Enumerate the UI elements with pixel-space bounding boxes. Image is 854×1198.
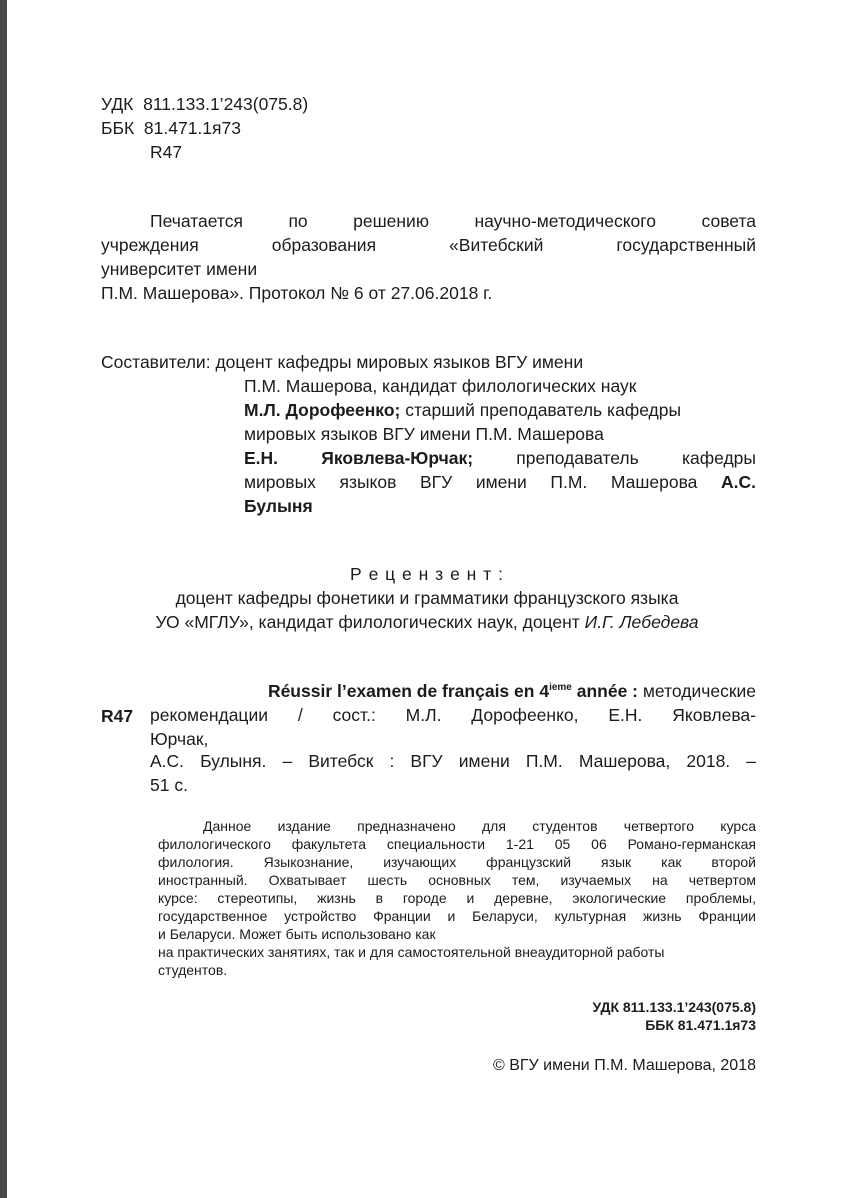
book-title: Réussir l’examen de français en 4ieme année : bbox=[267, 681, 639, 701]
udk-label: УДК bbox=[101, 94, 134, 114]
copyright-line: © ВГУ имени П.М. Машерова, 2018 bbox=[492, 1057, 756, 1074]
biblio-line-5: 51 с. bbox=[150, 775, 188, 795]
udk-value: 811.133.1’243(075.8) bbox=[143, 94, 309, 114]
reviewer-heading: Р е ц е н з е н т : bbox=[350, 564, 504, 584]
annotation-line-3: филология. Языкознание, изучающих французский язык как второй bbox=[158, 854, 756, 870]
biblio-line-4: А.С. Булыня. – Витебск : ВГУ имени П.М. Машерова, 2018. – bbox=[150, 751, 756, 771]
annotation-line-9: студентов. bbox=[158, 962, 228, 978]
author-code: R47 bbox=[150, 142, 183, 162]
annotation-line-5: курсе: стереотипы, жизнь в городе и деревне, экологические проблемы, bbox=[158, 890, 756, 906]
annotation-line-6: государственное устройство Франции и Беларуси, культурная жизнь Франции bbox=[158, 908, 756, 924]
reviewer-line-1: доцент кафедры фонетики и грамматики французского языка bbox=[175, 588, 679, 608]
decision-line-2: учреждения образования «Витебский государственный bbox=[101, 235, 756, 255]
bbk-bottom: ББК 81.471.1я73 bbox=[645, 1017, 756, 1033]
annotation-line-1: Данное издание предназначено для студентов четвертого курса bbox=[203, 818, 756, 834]
annotation-line-8: на практических занятиях, так и для самостоятельной внеаудиторной работы bbox=[158, 944, 665, 960]
bbk-value: 81.471.1я73 bbox=[143, 118, 241, 138]
bbk-line bbox=[101, 117, 241, 139]
authors-line-5: Е.Н. Яковлева-Юрчак; преподаватель кафедры bbox=[244, 448, 756, 468]
authors-line-2: П.М. Машерова, кандидат филологических наук bbox=[244, 376, 637, 396]
biblio-line-3: Юрчак, bbox=[150, 729, 209, 749]
authors-line-3: М.Л. Дорофеенко; старший преподаватель кафедры bbox=[244, 400, 682, 420]
author-name-dorofeenko: М.Л. Дорофеенко; bbox=[244, 400, 401, 420]
decision-line-4: П.М. Машерова». Протокол № 6 от 27.06.2018 г. bbox=[101, 283, 493, 303]
biblio-line-2: рекомендации / сост.: М.Л. Дорофеенко, Е.Н. Яковлева- bbox=[150, 705, 756, 725]
author-name-bulynya-initials: А.С. bbox=[721, 472, 756, 492]
authors-label: Составители: bbox=[101, 352, 211, 372]
annotation-line-7: и Беларуси. Может быть использовано как bbox=[158, 926, 436, 942]
udk-bottom: УДК 811.133.1’243(075.8) bbox=[592, 999, 756, 1015]
reviewer-name: И.Г. Лебедева bbox=[584, 612, 699, 632]
author-name-bulynya-surname: Булыня bbox=[244, 496, 313, 516]
author-name-yakovleva: Е.Н. Яковлева-Юрчак; bbox=[244, 448, 474, 468]
annotation-line-4: иностранный. Охватывает шесть основных тем, изучаемых на четвертом bbox=[158, 872, 756, 888]
decision-line-3: университет имени bbox=[101, 259, 258, 279]
decision-line-1: Печатается по решению научно-методического совета bbox=[150, 211, 756, 231]
authors-line-4: мировых языков ВГУ имени П.М. Машерова bbox=[244, 424, 604, 444]
bbk-label: ББК bbox=[101, 118, 135, 138]
udk-line bbox=[101, 93, 308, 115]
reviewer-line-2: УО «МГЛУ», кандидат филологических наук, доцент И.Г. Лебедева bbox=[155, 612, 699, 632]
annotation-line-2: филологического факультета специальности 1-21 05 06 Романо-германская bbox=[158, 836, 756, 852]
authors-line-1: Составители: доцент кафедры мировых языков ВГУ имени bbox=[101, 352, 584, 372]
biblio-title-line: Réussir l’examen de français en 4ieme année : методические bbox=[267, 681, 756, 701]
authors-line-6: мировых языков ВГУ имени П.М. Машерова А.С. bbox=[244, 472, 756, 492]
biblio-code: R47 bbox=[101, 706, 134, 726]
